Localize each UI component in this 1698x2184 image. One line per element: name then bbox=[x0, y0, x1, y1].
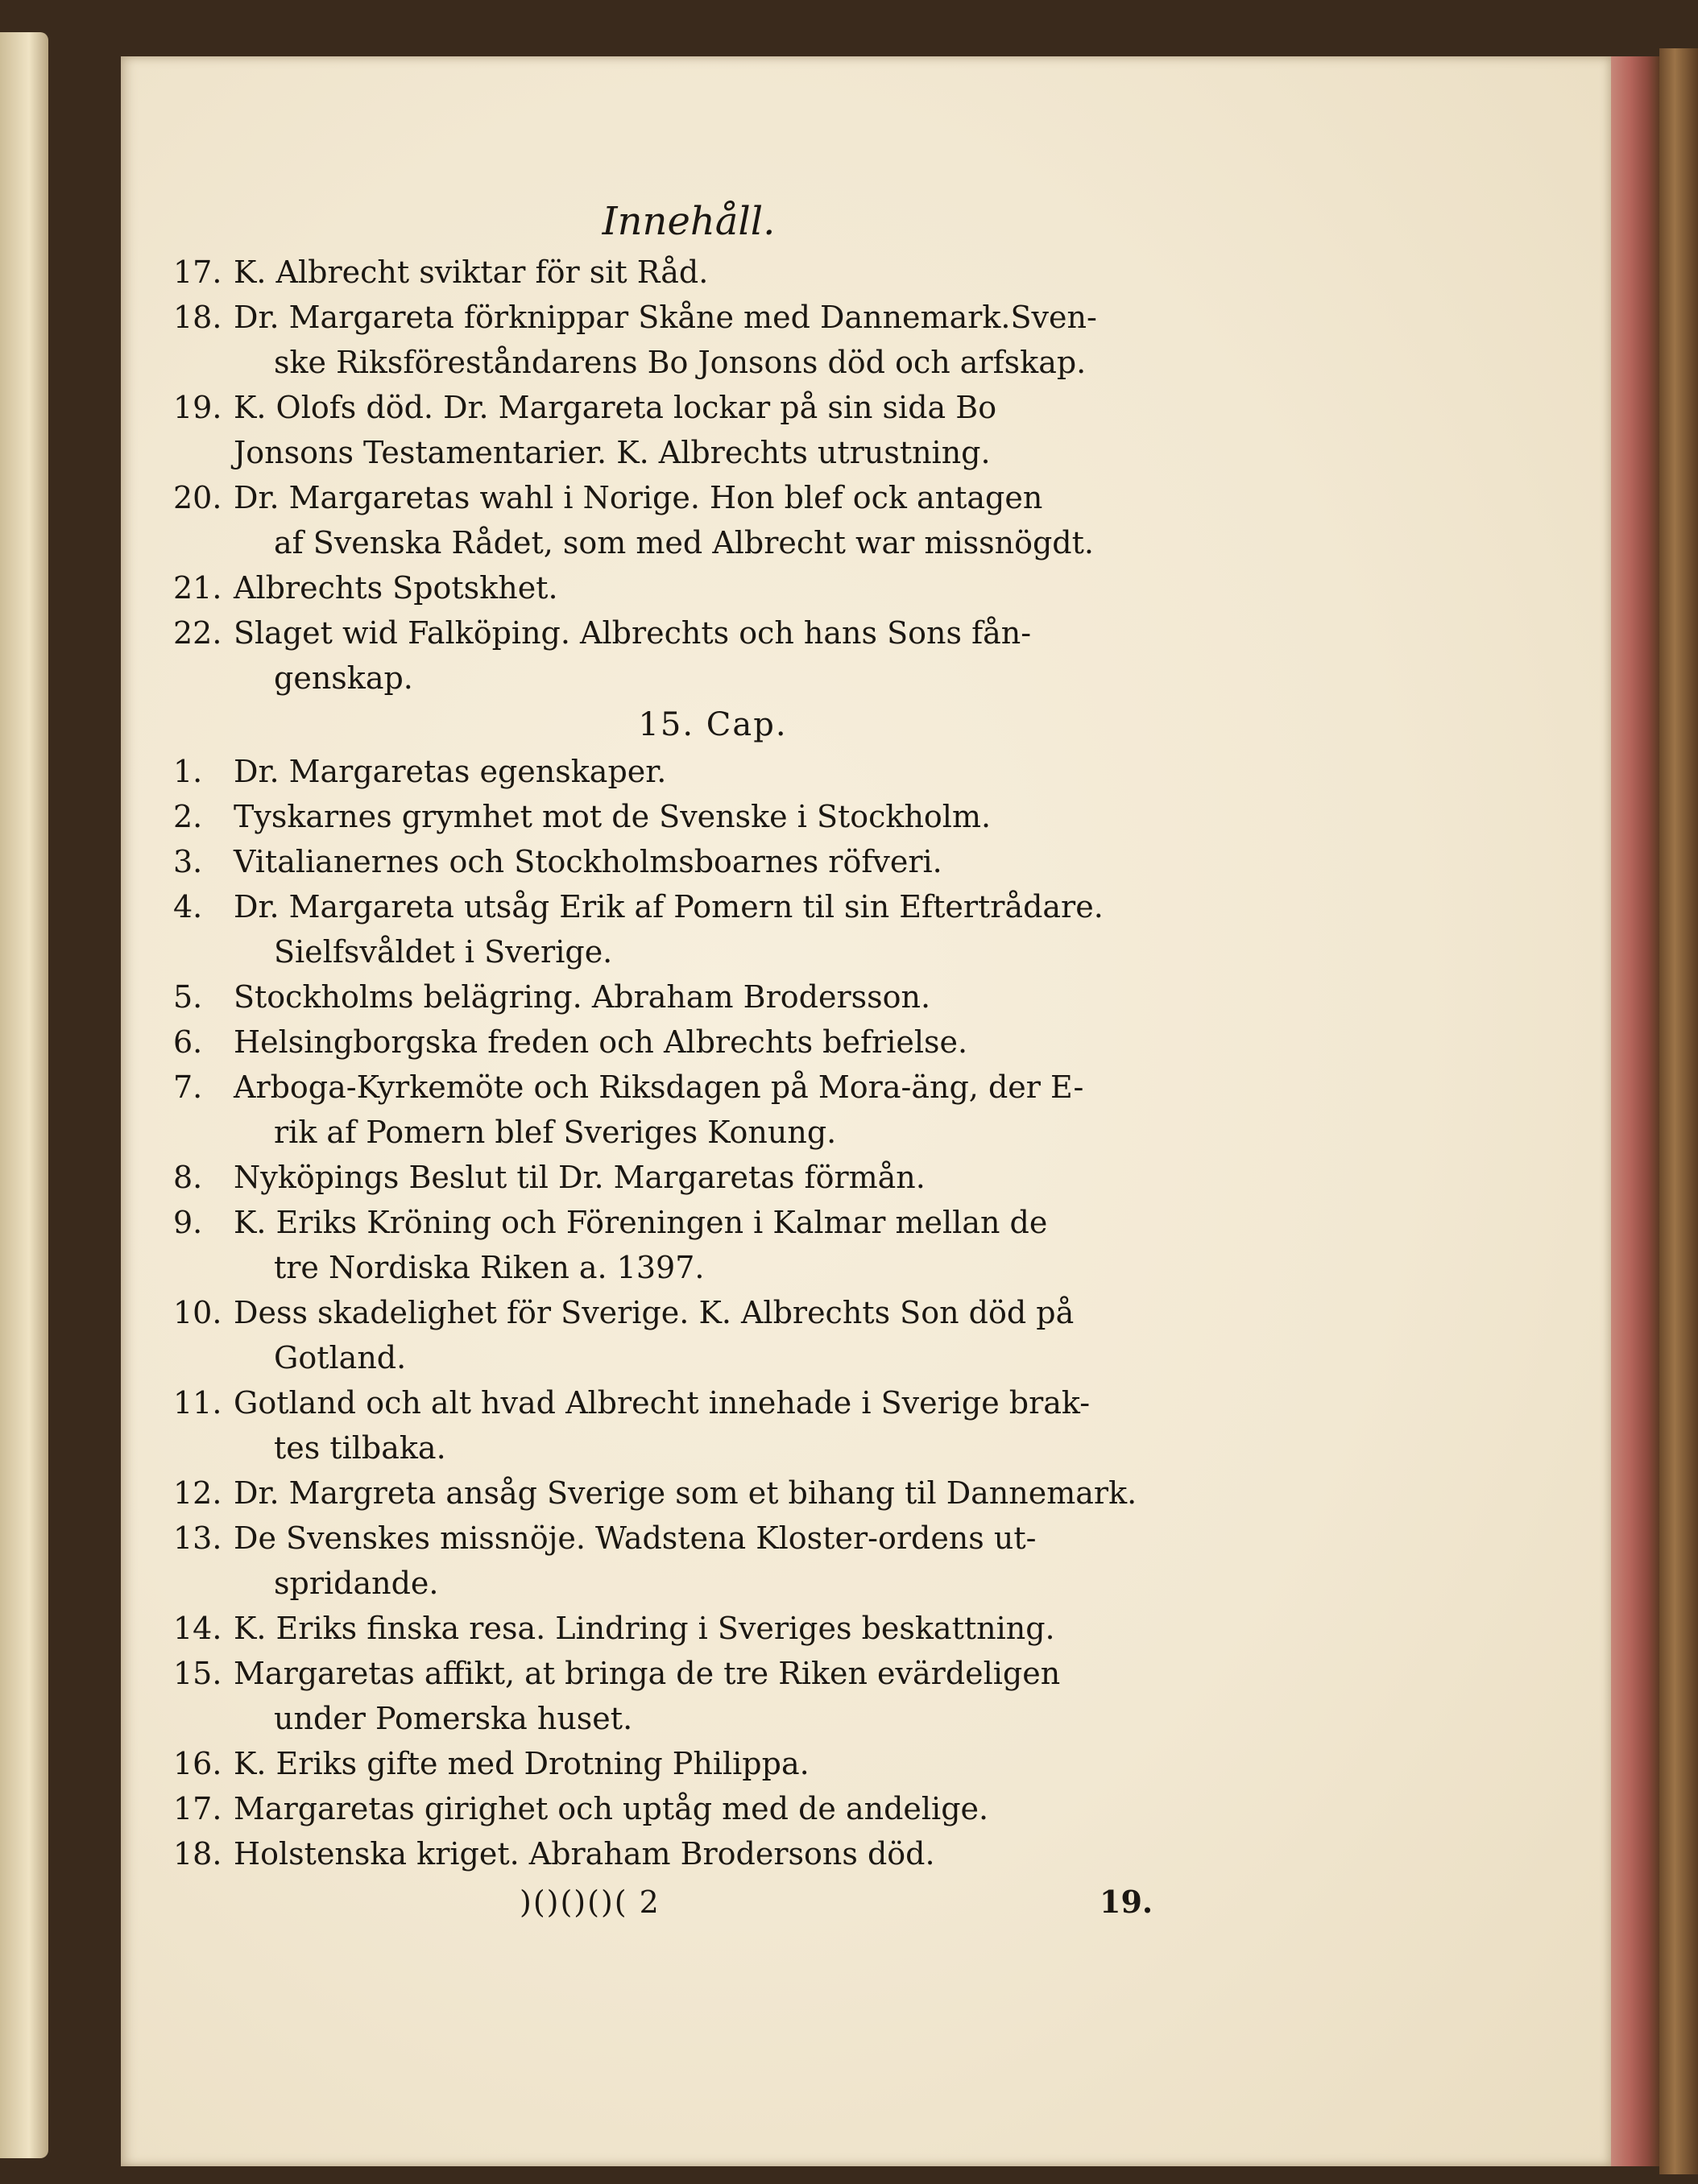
item-text: Dr. Margareta utsåg Erik af Pomern til sin Eftertrådare. bbox=[234, 889, 1104, 924]
list-item bbox=[173, 1470, 1172, 1516]
page-block-edge bbox=[1611, 56, 1659, 2166]
list-item bbox=[173, 1741, 1172, 1786]
item-text-continued: spridande. bbox=[274, 1566, 439, 1601]
page-content bbox=[173, 193, 1172, 1928]
list-item bbox=[173, 1200, 1172, 1290]
item-number: 19. bbox=[173, 390, 222, 425]
list-item bbox=[173, 1020, 1172, 1065]
item-number: 21. bbox=[173, 570, 222, 606]
item-number: 18. bbox=[173, 1836, 222, 1872]
item-text: Nyköpings Beslut til Dr. Margaretas förmån. bbox=[234, 1160, 926, 1195]
item-text: Albrechts Spotskhet. bbox=[234, 570, 558, 606]
item-number: 14. bbox=[173, 1611, 222, 1646]
item-number: 13. bbox=[173, 1520, 222, 1556]
item-number: 22. bbox=[173, 615, 222, 651]
item-number: 10. bbox=[173, 1295, 222, 1330]
section-b-list bbox=[173, 749, 1172, 1876]
item-text: K. Eriks gifte med Drotning Philippa. bbox=[234, 1746, 810, 1781]
item-text-continued: Gotland. bbox=[274, 1340, 407, 1375]
list-item bbox=[173, 1606, 1172, 1651]
item-number: 11. bbox=[173, 1385, 222, 1421]
list-item bbox=[173, 385, 1172, 475]
list-item bbox=[173, 974, 1172, 1020]
item-number: 2. bbox=[173, 799, 203, 834]
item-text: De Svenskes missnöje. Wadstena Kloster-ordens ut- bbox=[234, 1520, 1037, 1556]
list-item bbox=[173, 1651, 1172, 1741]
item-number: 16. bbox=[173, 1746, 222, 1781]
list-item bbox=[173, 250, 1172, 295]
item-text-continued: Jonsons Testamentarier. K. Albrechts utrustning. bbox=[234, 435, 991, 470]
item-text-continued: af Svenska Rådet, som med Albrecht war missnögdt. bbox=[274, 525, 1094, 560]
item-text: Dr. Margareta förknippar Skåne med Dannemark.Sven- bbox=[234, 300, 1097, 335]
item-text: K. Eriks finska resa. Lindring i Sveriges beskattning. bbox=[234, 1611, 1055, 1646]
list-item bbox=[173, 1516, 1172, 1606]
item-text: Tyskarnes grymhet mot de Svenske i Stockholm. bbox=[234, 799, 992, 834]
signature-mark: )()()()( 2 bbox=[520, 1884, 661, 1920]
item-number: 20. bbox=[173, 480, 222, 515]
item-text: Dr. Margaretas egenskaper. bbox=[234, 754, 667, 789]
item-number: 7. bbox=[173, 1069, 203, 1105]
item-text: K. Eriks Kröning och Föreningen i Kalmar mellan de bbox=[234, 1205, 1048, 1240]
item-text-continued: under Pomerska huset. bbox=[274, 1701, 633, 1736]
list-item bbox=[173, 839, 1172, 884]
item-text: Margaretas girighet och uptåg med de andelige. bbox=[234, 1791, 989, 1826]
item-text-continued: ske Riksföreståndarens Bo Jonsons död och arfskap. bbox=[274, 345, 1087, 380]
item-number: 12. bbox=[173, 1475, 222, 1511]
item-text-continued: tes tilbaka. bbox=[274, 1430, 446, 1466]
item-text: Stockholms belägring. Abraham Brodersson. bbox=[234, 979, 931, 1015]
item-text: K. Olofs död. Dr. Margareta lockar på sin sida Bo bbox=[234, 390, 997, 425]
list-item bbox=[173, 475, 1172, 565]
list-item bbox=[173, 1290, 1172, 1380]
item-text-continued: Sielfsvåldet i Sverige. bbox=[274, 934, 613, 970]
list-item bbox=[173, 749, 1172, 794]
list-item bbox=[173, 565, 1172, 610]
item-text: Dr. Margaretas wahl i Norige. Hon blef ock antagen bbox=[234, 480, 1043, 515]
item-text: Arboga-Kyrkemöte och Riksdagen på Mora-äng, der E- bbox=[234, 1069, 1084, 1105]
chapter-heading: 15. Cap. bbox=[638, 706, 788, 743]
item-text: Gotland och alt hvad Albrecht innehade i Sverige brak- bbox=[234, 1385, 1091, 1421]
item-number: 18. bbox=[173, 300, 222, 335]
item-number: 8. bbox=[173, 1160, 203, 1195]
list-item bbox=[173, 1155, 1172, 1200]
list-item bbox=[173, 295, 1172, 385]
item-text: Vitalianernes och Stockholmsboarnes röfveri. bbox=[234, 844, 942, 879]
item-text: Dess skadelighet för Sverige. K. Albrechts Son död på bbox=[234, 1295, 1075, 1330]
item-text: Helsingborgska freden och Albrechts befrielse. bbox=[234, 1024, 968, 1060]
item-number: 17. bbox=[173, 254, 222, 290]
list-item bbox=[173, 794, 1172, 839]
item-text: Dr. Margreta ansåg Sverige som et bihang til Dannemark. bbox=[234, 1475, 1137, 1511]
list-item bbox=[173, 1065, 1172, 1155]
page-footer bbox=[173, 1880, 1172, 1928]
item-number: 9. bbox=[173, 1205, 203, 1240]
item-number: 1. bbox=[173, 754, 203, 789]
item-number: 4. bbox=[173, 889, 203, 924]
list-item bbox=[173, 1786, 1172, 1831]
item-number: 17. bbox=[173, 1791, 222, 1826]
catchword: 19. bbox=[1100, 1884, 1153, 1920]
list-item bbox=[173, 1831, 1172, 1876]
item-text: Holstenska kriget. Abraham Brodersons död. bbox=[234, 1836, 935, 1872]
item-number: 6. bbox=[173, 1024, 203, 1060]
item-number: 15. bbox=[173, 1656, 222, 1691]
item-number: 3. bbox=[173, 844, 203, 879]
page-title: Innehåll. bbox=[602, 199, 776, 244]
list-item bbox=[173, 884, 1172, 974]
facing-page-edge bbox=[0, 32, 48, 2158]
item-number: 5. bbox=[173, 979, 203, 1015]
section-a-list bbox=[173, 250, 1172, 701]
item-text: Margaretas affikt, at bringa de tre Riken evärdeligen bbox=[234, 1656, 1061, 1691]
item-text: K. Albrecht sviktar för sit Råd. bbox=[234, 254, 709, 290]
list-item bbox=[173, 610, 1172, 701]
item-text: Slaget wid Falköping. Albrechts och hans Sons fån- bbox=[234, 615, 1032, 651]
item-text-continued: tre Nordiska Riken a. 1397. bbox=[274, 1250, 705, 1285]
book-cover-edge bbox=[1659, 48, 1698, 2174]
item-text-continued: rik af Pomern blef Sveriges Konung. bbox=[274, 1115, 837, 1150]
item-text-continued: genskap. bbox=[274, 660, 413, 696]
list-item bbox=[173, 1380, 1172, 1470]
